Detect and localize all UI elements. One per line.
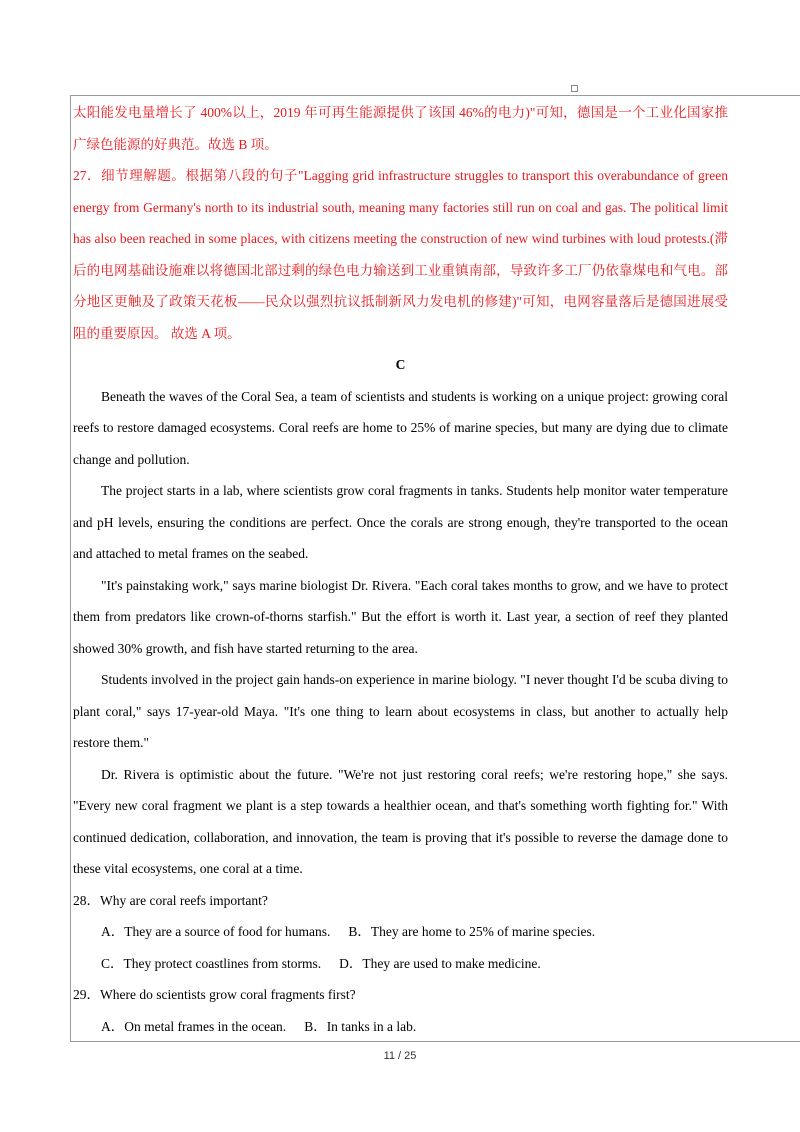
page-number: 11 / 25: [383, 1050, 417, 1062]
passage-paragraph-2: The project starts in a lab, where scientists grow coral fragments in tanks. Students help monitor water temperature and pH levels, ensuring the conditions are perfect. Once the corals are strong enough, they're transported to the ocean and attached to metal frames on the seabed.: [73, 483, 728, 561]
section-heading: C: [395, 357, 406, 372]
passage-paragraph-5: Dr. Rivera is optimistic about the future. "We're not just restoring coral reefs; we're restoring hope," she says. "Every new coral fragment we plant is a step towards a healthier ocean, and that's something worth fighting for." With continued dedication, collaboration, and innovation, the team is proving that it's possible to reverse the damage done to these vital ecosystems, one coral at a time.: [73, 766, 728, 876]
passage-paragraph-1: Beneath the waves of the Coral Sea, a team of scientists and students is working on a unique project: growing coral reefs to restore damaged ecosystems. Coral reefs are home to 25% of marine species, but many are dying due to climate change and pollution.: [73, 388, 728, 467]
question-29-option-a: A．On metal frames in the ocean.: [101, 1018, 287, 1034]
question-28-option-c: C．They protect coastlines from storms.: [101, 955, 322, 971]
passage-paragraph-4: Students involved in the project gain hands-on experience in marine biology. "I never thought I'd be scuba diving to plant coral," says 17-year-old Maya. "It's one thing to learn about ecosystems in class, but another to actually help restore them.": [73, 672, 728, 750]
header-marker: [571, 85, 578, 92]
question-28-stem: 28．Why are coral reefs important?: [73, 892, 268, 908]
answer-explanation-26: 太阳能发电量增长了 400%以上，2019 年可再生能源提供了该国 46%的电力)"可知，德国是一个工业化国家推广绿色能源的好典范。故选 B 项。: [73, 105, 728, 152]
question-28-option-b: B．They are home to 25% of marine species.: [348, 924, 596, 939]
question-29-option-b: B．In tanks in a lab.: [304, 1018, 417, 1034]
question-29-stem: 29．Where do scientists grow coral fragments first?: [73, 987, 356, 1002]
question-28-option-a: A．They are a source of food for humans.: [101, 924, 331, 939]
page-content: [73, 97, 728, 1042]
question-29-options-row-1: [73, 1011, 728, 1043]
question-28-options-row-1: [73, 916, 728, 948]
question-28-options-row-2: [73, 948, 728, 980]
answer-explanation-27: 27．细节理解题。根据第八段的句子"Lagging grid infrastructure struggles to transport this overabundance of green energy from Germany's north to its industrial south, meaning many factories still run on coal and gas. The political limit has also been reached in some places, with citizens meeting the construction of new wind turbines with loud protests.(滞后的电网基础设施难以将德国北部过剩的绿色电力输送到工业重镇南部，导致许多工厂仍依靠煤电和气电。部分地区更触及了政策天花板——民众以强烈抗议抵制新风力发电机的修建)"可知，电网容量落后是德国进展受阻的重要原因。 故选 A 项。: [73, 168, 728, 341]
passage-paragraph-3: "It's painstaking work," says marine biologist Dr. Rivera. "Each coral takes months to grow, and we have to protect them from predators like crown-of-thorns starfish." But the effort is worth it. Last year, a section of reef they planted showed 30% growth, and fish have started returning to the area.: [73, 577, 728, 656]
question-28-option-d: D．They are used to make medicine.: [339, 955, 541, 971]
